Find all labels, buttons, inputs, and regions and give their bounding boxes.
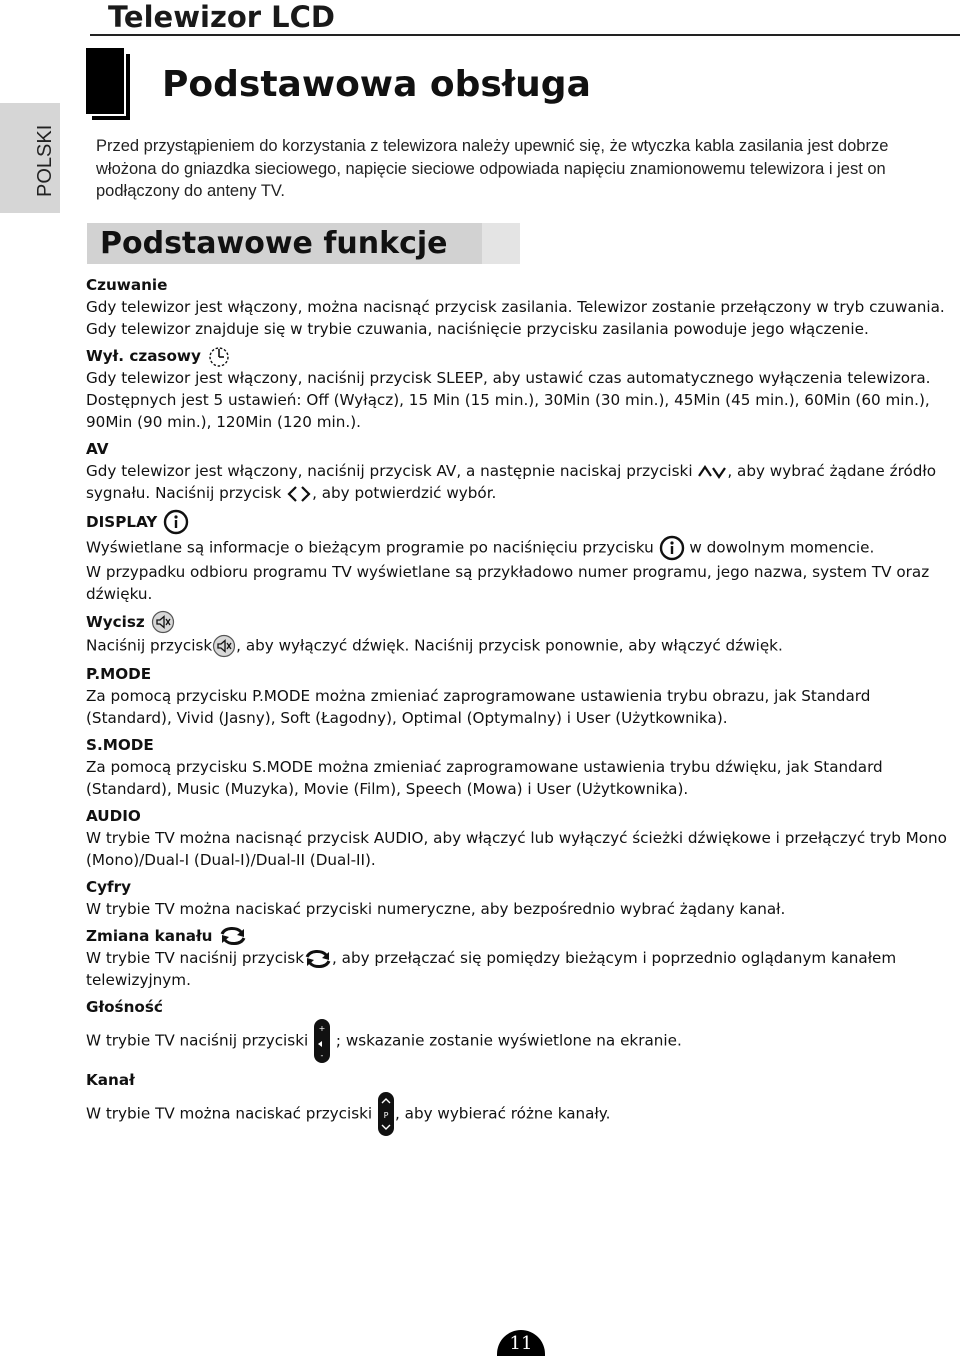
volume-heading: Głośność	[86, 998, 163, 1016]
digits-heading: Cyfry	[86, 878, 132, 896]
av-text: Gdy telewizor jest włączony, naciśnij przycisk AV, a następnie naciskaj przyciski , aby wybrać żądane źródło sygnału. Naciśnij przycisk , aby potwierdzić wybór.	[86, 462, 937, 502]
intro-paragraph: Przed przystąpieniem do korzystania z telewizora należy upewnić się, że wtyczka kabla zasilania jest dobrze włożona do gniazdka sieciowego, napięcie sieciowe odpowiada napięciu znamionowemu telewizora i jest on podłączony do anteny TV.	[96, 137, 889, 200]
info-button-icon	[659, 535, 685, 561]
recall-heading: Zmiana kanału	[86, 925, 956, 947]
av-heading: AV	[86, 440, 109, 458]
audio-heading: AUDIO	[86, 807, 141, 825]
channel-heading: Kanał	[86, 1071, 135, 1089]
svg-text:P: P	[383, 1111, 389, 1120]
standby-heading: Czuwanie	[86, 276, 168, 294]
display-heading: DISPLAY	[86, 509, 956, 535]
pmode-heading: P.MODE	[86, 665, 152, 683]
subsection-title: Podstawowe funkcje	[100, 226, 448, 261]
svg-text:+: +	[318, 1024, 326, 1033]
audio-text: W trybie TV można nacisnąć przycisk AUDIO, aby włączyć lub wyłączyć ścieżki dźwiękowe i przełączyć tryb Mono (Mono)/Dual-I (Dual-I)/Dual-II (Dual-II).	[86, 829, 947, 869]
svg-text:-: -	[320, 1051, 324, 1060]
display-text: Wyświetlane są informacje o bieżącym programie po naciśnięciu przycisku w dowolnym momencie.	[86, 535, 956, 561]
document-title: Telewizor LCD	[108, 0, 335, 34]
language-label: POLSKI	[34, 124, 56, 197]
channel-text: W trybie TV można naciskać przyciski P , aby wybierać różne kanały.	[86, 1091, 956, 1137]
channel-recall-icon	[219, 926, 247, 946]
display-text-2: W przypadku odbioru programu TV wyświetlane są przykładowo numer programu, jego nazwa, system TV oraz dźwięku.	[86, 563, 930, 603]
functions-list	[86, 274, 956, 1137]
up-down-arrows-icon	[697, 464, 727, 480]
mute-text: Naciśnij przycisk , aby wyłączyć dźwięk. Naciśnij przycisk ponownie, aby włączyć dźwięk.	[86, 634, 956, 658]
sleep-timer-icon	[207, 345, 231, 367]
subsection-banner	[87, 223, 520, 264]
header-rule	[90, 34, 960, 36]
mute-button-icon	[151, 610, 175, 634]
smode-text: Za pomocą przycisku S.MODE można zmieniać zaprogramowane ustawienia trybu dźwięku, jak Standard (Standard), Music (Muzyka), Movie (Film), Speech (Mowa) i User (Użytkownika).	[86, 758, 883, 798]
left-right-arrows-icon	[286, 485, 312, 503]
sleep-options: Dostępnych jest 5 ustawień: Off (Wyłącz), 15 Min (15 min.), 30Min (30 min.), 45Min (45 min.), 60Min (60 min.), 90Min (90 min.), 120Min (120 min.).	[86, 391, 930, 431]
page-number: 11	[497, 1330, 545, 1356]
volume-rocker-icon	[313, 1018, 331, 1064]
mute-button-icon	[212, 634, 236, 658]
standby-text: Gdy telewizor jest włączony, można nacisnąć przycisk zasilania. Telewizor zostanie przełączony w tryb czuwania. Gdy telewizor znajduje się w trybie czuwania, naciśnięcie przycisku zasilania powoduje jego włączenie.	[86, 298, 945, 338]
digits-text: W trybie TV można naciskać przyciski numeryczne, aby bezpośrednio wybrać żądany kanał.	[86, 900, 786, 918]
volume-text: W trybie TV naciśnij przyciski + - ; wskazanie zostanie wyświetlone na ekranie.	[86, 1018, 956, 1064]
section-marker	[86, 48, 134, 120]
section-title: Podstawowa obsługa	[162, 64, 591, 105]
mute-heading: Wycisz	[86, 610, 956, 634]
pmode-text: Za pomocą przycisku P.MODE można zmieniać zaprogramowane ustawienia trybu obrazu, jak Standard (Standard), Vivid (Jasny), Soft (Łagodny), Optimal (Optymalny) i User (Użytkownika).	[86, 687, 871, 727]
channel-recall-icon	[304, 949, 332, 969]
info-button-icon	[163, 509, 189, 535]
recall-text: W trybie TV naciśnij przycisk , aby przełączać się pomiędzy bieżącym i poprzednio oglądanym kanałem telewizyjnym.	[86, 949, 897, 989]
smode-heading: S.MODE	[86, 736, 154, 754]
sleep-text: Gdy telewizor jest włączony, naciśnij przycisk SLEEP, aby ustawić czas automatycznego wyłączenia telewizora.	[86, 369, 931, 387]
channel-rocker-icon	[377, 1091, 395, 1137]
sleep-heading: Wył. czasowy	[86, 345, 956, 367]
